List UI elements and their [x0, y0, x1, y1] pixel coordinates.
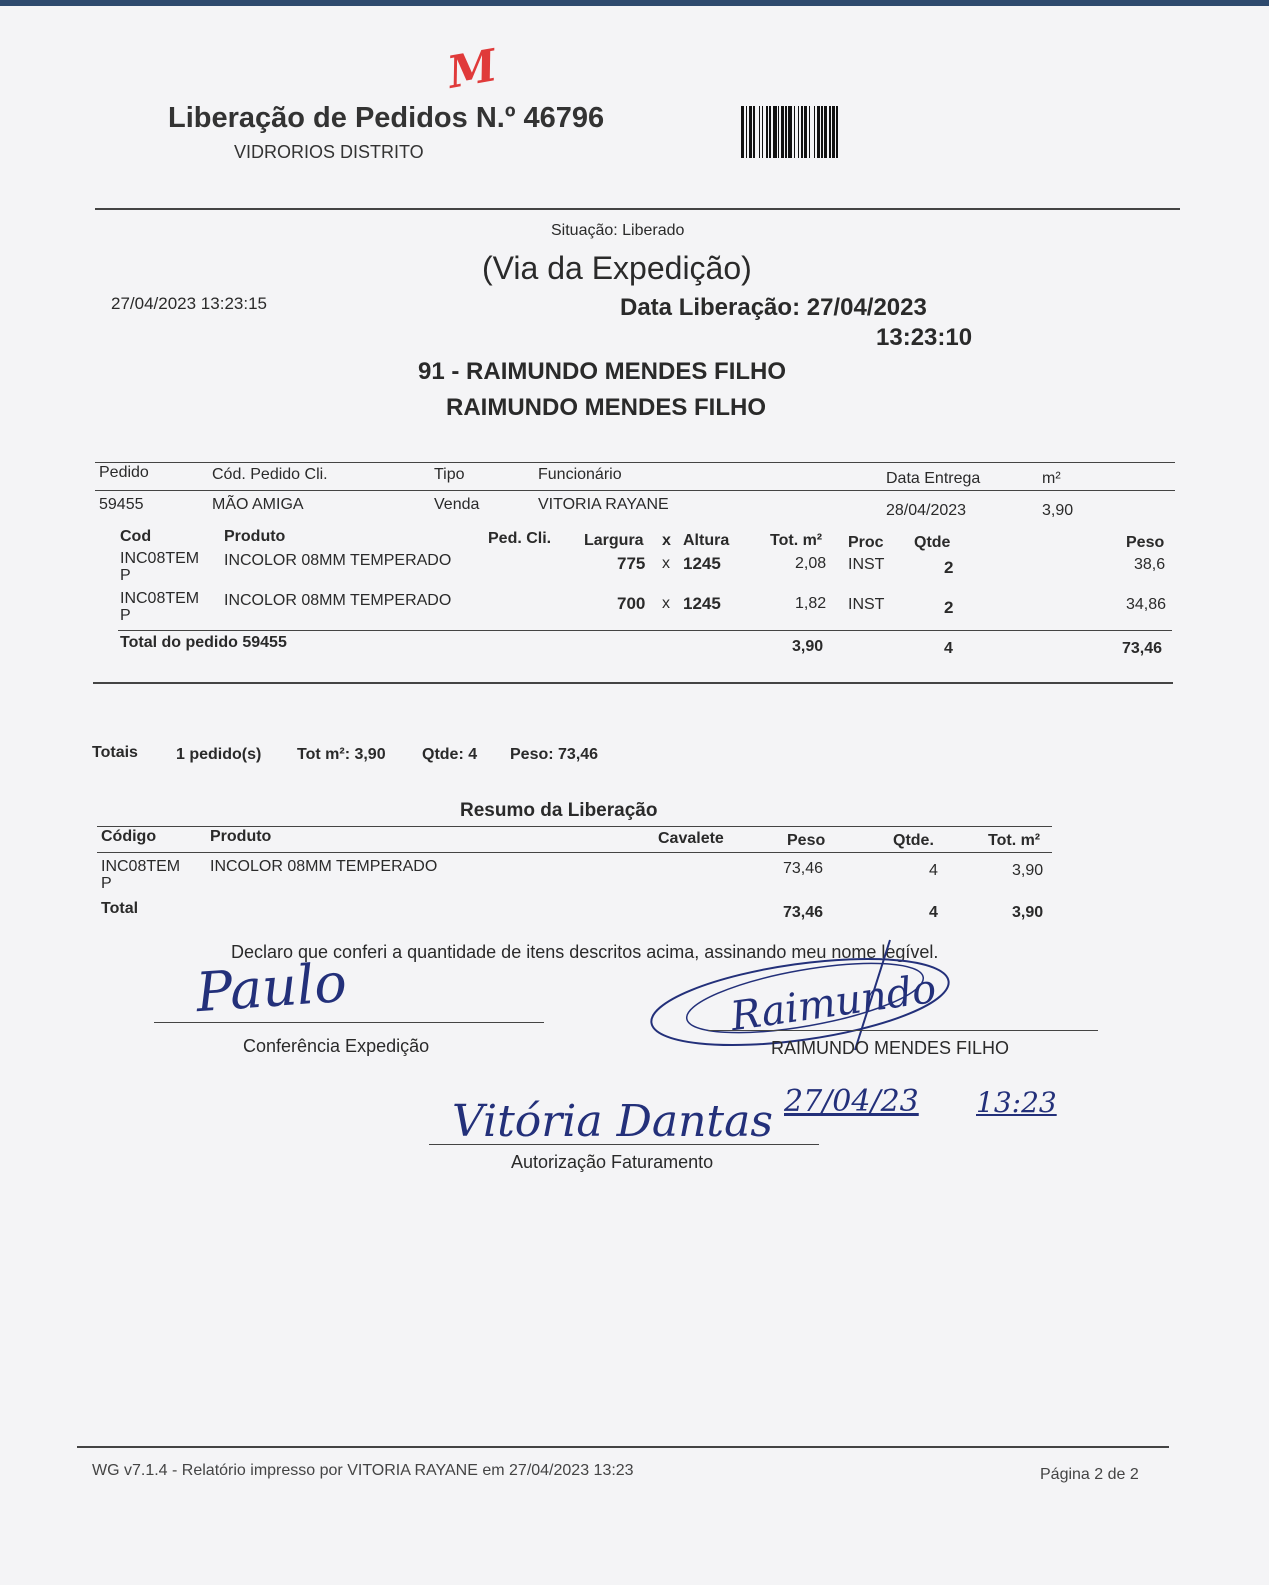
footer-left: WG v7.1.4 - Relatório impresso por VITORIA RAYANE em 27/04/2023 13:23 — [92, 1462, 634, 1479]
items-header-proc: Proc — [848, 534, 884, 551]
item2-largura: 700 — [617, 594, 646, 613]
signature-raimundo: Raimundo — [727, 965, 940, 1041]
release-date: Data Liberação: 27/04/2023 — [620, 294, 927, 321]
signature-conferencia: Paulo — [193, 950, 349, 1025]
item2-x: x — [662, 595, 670, 612]
summary-header-tot-m2: Tot. m² — [988, 832, 1041, 849]
signature-line-right — [708, 1030, 1098, 1031]
item1-tot-m2: 2,08 — [795, 555, 827, 572]
order-cell-pedido: 59455 — [99, 496, 144, 513]
client-line2: RAIMUNDO MENDES FILHO — [446, 394, 766, 421]
summary-header-produto: Produto — [210, 828, 272, 845]
items-total-peso: 73,46 — [1122, 640, 1163, 657]
signature-autorizacao: Vitória Dantas — [452, 1096, 773, 1147]
handwritten-time: 13:23 — [976, 1086, 1057, 1119]
summary-row-codigo-line1: INC08TEM — [101, 858, 181, 875]
items-header-qtde: Qtde — [914, 534, 951, 551]
barcode — [741, 106, 929, 158]
summary-title: Resumo da Liberação — [460, 800, 658, 821]
summary-header-rule — [97, 852, 1052, 853]
summary-total-tot-m2: 3,90 — [1012, 904, 1044, 921]
summary-header-qtde: Qtde. — [893, 832, 934, 849]
items-header-produto: Produto — [224, 528, 286, 545]
order-header-rule — [95, 490, 1175, 491]
declaration-text: Declaro que conferi a quantidade de itens descritos acima, assinando meu nome legível. — [231, 942, 939, 962]
items-header-x: x — [662, 532, 671, 549]
item2-produto: INCOLOR 08MM TEMPERADO — [224, 592, 452, 609]
order-header-funcionario: Funcionário — [538, 466, 622, 483]
items-total-label: Total do pedido 59455 — [120, 634, 287, 651]
barcode-bar — [838, 106, 840, 158]
item2-cod — [120, 590, 199, 624]
item1-produto: INCOLOR 08MM TEMPERADO — [224, 552, 452, 569]
status-text: Situação: Liberado — [551, 222, 685, 239]
order-cell-tipo: Venda — [434, 496, 480, 513]
totals-label: Totais — [92, 744, 138, 761]
summary-row-qtde: 4 — [929, 862, 938, 879]
summary-total-qtde: 4 — [929, 904, 938, 921]
release-time: 13:23:10 — [876, 324, 973, 351]
summary-header-peso: Peso — [787, 832, 826, 849]
signature-label-left: Conferência Expedição — [243, 1036, 430, 1056]
summary-header-cavalete: Cavalete — [658, 830, 724, 847]
divider-mid — [93, 682, 1173, 684]
signature-label-bottom: Autorização Faturamento — [511, 1152, 714, 1172]
footer-right: Página 2 de 2 — [1040, 1466, 1139, 1483]
summary-row-tot-m2: 3,90 — [1012, 862, 1044, 879]
signature-line-bottom — [429, 1144, 819, 1145]
summary-header-codigo: Código — [101, 828, 157, 845]
item1-cod — [120, 550, 199, 584]
company-name: VIDRORIOS DISTRITO — [234, 142, 424, 162]
item1-largura: 775 — [617, 554, 646, 573]
summary-row-produto: INCOLOR 08MM TEMPERADO — [210, 858, 438, 875]
items-total-rule — [118, 630, 1172, 631]
order-header-tipo: Tipo — [434, 466, 465, 483]
item1-cod-line2: P — [120, 567, 131, 584]
client-line1: 91 - RAIMUNDO MENDES FILHO — [418, 358, 787, 385]
item2-tot-m2: 1,82 — [795, 595, 827, 612]
item1-cod-line1: INC08TEM — [120, 550, 200, 567]
summary-total-label: Total — [101, 900, 139, 917]
items-header-cod: Cod — [120, 528, 152, 545]
item1-peso: 38,6 — [1134, 556, 1166, 573]
items-header-peso: Peso — [1126, 534, 1165, 551]
footer-rule — [77, 1446, 1169, 1448]
item1-proc: INST — [848, 556, 885, 573]
totals-m2: Tot m²: 3,90 — [297, 746, 386, 763]
order-cell-funcionario: VITORIA RAYANE — [538, 496, 669, 513]
document-page — [0, 6, 1269, 1585]
handwritten-date: 27/04/23 — [784, 1084, 919, 1119]
summary-row-codigo-line2: P — [101, 875, 112, 892]
order-header-data-entrega: Data Entrega — [886, 470, 981, 487]
copy-label: (Via da Expedição) — [482, 250, 752, 286]
order-header-pedido: Pedido — [99, 464, 149, 481]
item2-proc: INST — [848, 596, 885, 613]
totals-qtde: Qtde: 4 — [422, 746, 478, 763]
order-cell-m2: 3,90 — [1042, 502, 1074, 519]
item2-cod-line1: INC08TEM — [120, 590, 200, 607]
items-total-qtde: 4 — [944, 640, 953, 657]
items-header-largura: Largura — [584, 532, 644, 549]
summary-row-peso: 73,46 — [783, 860, 824, 877]
summary-top-rule — [97, 826, 1052, 827]
totals-pedidos: 1 pedido(s) — [176, 746, 262, 763]
totals-peso: Peso: 73,46 — [510, 746, 599, 763]
order-cell-cod-cli: MÃO AMIGA — [212, 496, 304, 513]
item2-altura: 1245 — [683, 594, 721, 613]
item1-x: x — [662, 555, 670, 572]
summary-total-peso: 73,46 — [783, 904, 824, 921]
item2-cod-line2: P — [120, 607, 131, 624]
divider-top — [95, 208, 1180, 210]
items-header-tot-m2: Tot. m² — [770, 532, 823, 549]
items-total-m2: 3,90 — [792, 638, 824, 655]
summary-row-codigo — [101, 858, 180, 892]
order-cell-data-entrega: 28/04/2023 — [886, 502, 967, 519]
signature-label-right: RAIMUNDO MENDES FILHO — [771, 1038, 1010, 1058]
items-header-ped-cli: Ped. Cli. — [488, 530, 552, 547]
order-header-cod-cli: Cód. Pedido Cli. — [212, 466, 328, 483]
order-header-m2: m² — [1042, 470, 1061, 487]
order-table-top — [95, 462, 1175, 463]
item2-qtde: 2 — [944, 598, 954, 617]
items-header-altura: Altura — [683, 532, 730, 549]
signature-line-left — [154, 1022, 544, 1023]
item1-altura: 1245 — [683, 554, 721, 573]
print-datetime: 27/04/2023 13:23:15 — [111, 294, 267, 313]
item1-qtde: 2 — [944, 558, 954, 577]
document-title: Liberação de Pedidos N.º 46796 — [168, 102, 605, 134]
red-mark: M — [443, 40, 501, 99]
item2-peso: 34,86 — [1126, 596, 1167, 613]
